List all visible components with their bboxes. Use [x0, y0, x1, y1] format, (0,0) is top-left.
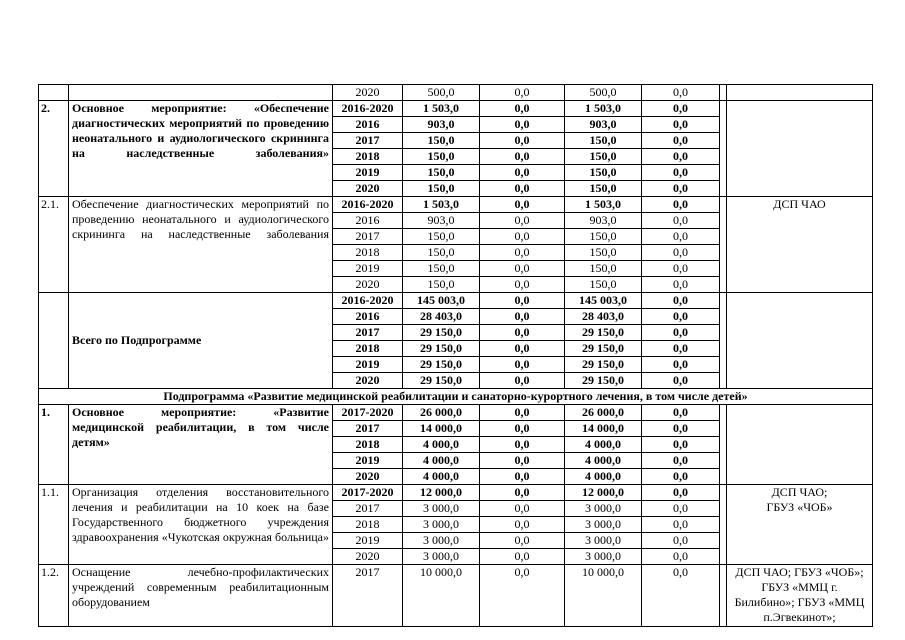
total-cell: 29 150,0 [403, 373, 480, 389]
section-row [39, 389, 873, 405]
row-number: 1. [39, 405, 69, 485]
other-cell: 0,0 [642, 229, 720, 245]
federal-cell: 0,0 [480, 277, 565, 293]
other-cell: 0,0 [642, 293, 720, 309]
table-row [39, 565, 873, 627]
regional-cell: 3 000,0 [565, 501, 642, 517]
regional-cell: 150,0 [565, 149, 642, 165]
federal-cell: 0,0 [480, 229, 565, 245]
total-cell: 29 150,0 [403, 341, 480, 357]
year-cell: 2017 [333, 325, 403, 341]
other-cell: 0,0 [642, 213, 720, 229]
total-cell: 3 000,0 [403, 549, 480, 565]
table-row [39, 197, 873, 213]
federal-cell: 0,0 [480, 133, 565, 149]
year-cell: 2019 [333, 261, 403, 277]
total-cell: 29 150,0 [403, 357, 480, 373]
federal-cell: 0,0 [480, 325, 565, 341]
section-title: Подпрограмма «Развитие медицинской реабилитации и санаторно-курортного лечения, в том числе детей» [39, 389, 873, 405]
row-number: 2. [39, 101, 69, 197]
regional-cell: 26 000,0 [565, 405, 642, 421]
year-cell: 2016-2020 [333, 101, 403, 117]
other-cell: 0,0 [642, 165, 720, 181]
regional-cell: 1 503,0 [565, 101, 642, 117]
regional-cell: 29 150,0 [565, 373, 642, 389]
federal-cell: 0,0 [480, 373, 565, 389]
year-cell: 2019 [333, 357, 403, 373]
total-cell: 1 503,0 [403, 197, 480, 213]
federal-cell: 0,0 [480, 165, 565, 181]
other-cell: 0,0 [642, 261, 720, 277]
activity-name: Основное мероприятие: «Развитие медицинской реабилитации, в том числе детям» [69, 405, 333, 485]
federal-cell: 0,0 [480, 261, 565, 277]
federal-cell: 0,0 [480, 181, 565, 197]
year-cell: 2017 [333, 421, 403, 437]
regional-cell: 4 000,0 [565, 469, 642, 485]
total-cell: 29 150,0 [403, 325, 480, 341]
federal-cell: 0,0 [480, 501, 565, 517]
other-cell: 0,0 [642, 469, 720, 485]
federal-cell: 0,0 [480, 245, 565, 261]
budget-table [38, 84, 873, 627]
other-cell: 0,0 [642, 133, 720, 149]
total-cell: 26 000,0 [403, 405, 480, 421]
federal-cell: 0,0 [480, 485, 565, 501]
total-cell: 150,0 [403, 133, 480, 149]
other-cell: 0,0 [642, 421, 720, 437]
regional-cell: 3 000,0 [565, 549, 642, 565]
total-cell: 150,0 [403, 149, 480, 165]
responsible-cell [727, 101, 873, 197]
responsible-cell [727, 405, 873, 485]
year-cell: 2017 [333, 501, 403, 517]
regional-cell: 28 403,0 [565, 309, 642, 325]
other-cell: 0,0 [642, 197, 720, 213]
year-cell: 2016-2020 [333, 197, 403, 213]
table-row [39, 405, 873, 421]
total-cell: 150,0 [403, 181, 480, 197]
federal-cell: 0,0 [480, 469, 565, 485]
federal-cell: 0,0 [480, 405, 565, 421]
other-cell: 0,0 [642, 85, 720, 101]
year-cell: 2018 [333, 245, 403, 261]
responsible-line: ГБУЗ «ЧОБ» [766, 500, 833, 514]
regional-cell: 29 150,0 [565, 357, 642, 373]
other-cell: 0,0 [642, 373, 720, 389]
regional-cell: 150,0 [565, 133, 642, 149]
num-cell [39, 85, 69, 101]
year-cell: 2020 [333, 373, 403, 389]
table-row [39, 485, 873, 501]
total-cell: 3 000,0 [403, 501, 480, 517]
federal-cell: 0,0 [480, 117, 565, 133]
federal-cell: 0,0 [480, 437, 565, 453]
regional-cell: 3 000,0 [565, 533, 642, 549]
year-cell: 2020 [333, 181, 403, 197]
activity-name: Оснащение лечебно-профилактических учреждений современным реабилитационным оборудованием [69, 565, 333, 627]
year-cell: 2020 [333, 85, 403, 101]
other-cell: 0,0 [642, 277, 720, 293]
total-cell: 4 000,0 [403, 453, 480, 469]
regional-cell: 12 000,0 [565, 485, 642, 501]
regional-cell: 150,0 [565, 181, 642, 197]
total-cell: 4 000,0 [403, 437, 480, 453]
name-cell [69, 85, 333, 101]
federal-cell: 0,0 [480, 101, 565, 117]
federal-cell: 0,0 [480, 293, 565, 309]
other-cell: 0,0 [642, 117, 720, 133]
total-cell: 3 000,0 [403, 517, 480, 533]
other-cell: 0,0 [642, 357, 720, 373]
federal-cell: 0,0 [480, 565, 565, 627]
federal-cell: 0,0 [480, 421, 565, 437]
year-cell: 2018 [333, 437, 403, 453]
year-cell: 2019 [333, 165, 403, 181]
other-cell: 0,0 [642, 485, 720, 501]
federal-cell: 0,0 [480, 453, 565, 469]
activity-name: Основное мероприятие: «Обеспечение диагностических мероприятий по проведению неонатального и аудиологического скрининга на наследственные заболевания» [69, 101, 333, 197]
total-cell: 12 000,0 [403, 485, 480, 501]
year-cell: 2017-2020 [333, 405, 403, 421]
year-cell: 2016 [333, 213, 403, 229]
regional-cell: 14 000,0 [565, 421, 642, 437]
total-cell: 4 000,0 [403, 469, 480, 485]
regional-cell: 29 150,0 [565, 341, 642, 357]
regional-cell: 150,0 [565, 261, 642, 277]
regional-cell: 150,0 [565, 245, 642, 261]
federal-cell: 0,0 [480, 197, 565, 213]
year-cell: 2017 [333, 133, 403, 149]
federal-cell: 0,0 [480, 517, 565, 533]
responsible-cell: ДСП ЧАО; ГБУЗ «ЧОБ»; ГБУЗ «ММЦ г. Билибино»; ГБУЗ «ММЦ п.Эгвекинот»; [727, 565, 873, 627]
total-cell: 150,0 [403, 165, 480, 181]
regional-cell: 10 000,0 [565, 565, 642, 627]
total-cell: 500,0 [403, 85, 480, 101]
federal-cell: 0,0 [480, 341, 565, 357]
other-cell: 0,0 [642, 533, 720, 549]
regional-cell: 145 003,0 [565, 293, 642, 309]
other-cell: 0,0 [642, 181, 720, 197]
other-cell: 0,0 [642, 245, 720, 261]
total-cell: 28 403,0 [403, 309, 480, 325]
total-cell: 3 000,0 [403, 533, 480, 549]
year-cell: 2016-2020 [333, 293, 403, 309]
total-cell: 14 000,0 [403, 421, 480, 437]
regional-cell: 150,0 [565, 277, 642, 293]
table-row [39, 101, 873, 117]
activity-name: Обеспечение диагностических мероприятий по проведению неонатального и аудиологического скрининга на наследственные заболевания [69, 197, 333, 293]
responsible-line: ДСП ЧАО; [771, 485, 828, 499]
total-cell: 150,0 [403, 277, 480, 293]
total-label: Всего по Подпрограмме [69, 293, 333, 389]
total-cell: 150,0 [403, 261, 480, 277]
total-cell: 1 503,0 [403, 101, 480, 117]
row-number: 1.2. [39, 565, 69, 627]
federal-cell: 0,0 [480, 549, 565, 565]
year-cell: 2018 [333, 517, 403, 533]
regional-cell: 903,0 [565, 117, 642, 133]
year-cell: 2017 [333, 229, 403, 245]
regional-cell: 29 150,0 [565, 325, 642, 341]
year-cell: 2018 [333, 341, 403, 357]
year-cell: 2020 [333, 277, 403, 293]
responsible-cell [727, 85, 873, 101]
federal-cell: 0,0 [480, 533, 565, 549]
total-cell: 903,0 [403, 117, 480, 133]
regional-cell: 903,0 [565, 213, 642, 229]
regional-cell: 1 503,0 [565, 197, 642, 213]
other-cell: 0,0 [642, 565, 720, 627]
row-number: 1.1. [39, 485, 69, 565]
total-cell: 150,0 [403, 229, 480, 245]
regional-cell: 3 000,0 [565, 517, 642, 533]
other-cell: 0,0 [642, 405, 720, 421]
table-row [39, 293, 873, 309]
other-cell: 0,0 [642, 309, 720, 325]
regional-cell: 500,0 [565, 85, 642, 101]
total-cell: 145 003,0 [403, 293, 480, 309]
total-cell: 903,0 [403, 213, 480, 229]
year-cell: 2020 [333, 549, 403, 565]
year-cell: 2020 [333, 469, 403, 485]
regional-cell: 4 000,0 [565, 453, 642, 469]
total-cell: 150,0 [403, 245, 480, 261]
year-cell: 2017-2020 [333, 485, 403, 501]
regional-cell: 4 000,0 [565, 437, 642, 453]
responsible-cell: ДСП ЧАО [727, 197, 873, 293]
year-cell: 2019 [333, 453, 403, 469]
other-cell: 0,0 [642, 437, 720, 453]
regional-cell: 150,0 [565, 229, 642, 245]
federal-cell: 0,0 [480, 85, 565, 101]
federal-cell: 0,0 [480, 149, 565, 165]
other-cell: 0,0 [642, 101, 720, 117]
year-cell: 2017 [333, 565, 403, 627]
year-cell: 2019 [333, 533, 403, 549]
other-cell: 0,0 [642, 549, 720, 565]
other-cell: 0,0 [642, 341, 720, 357]
table-row [39, 85, 873, 101]
row-number [39, 293, 69, 389]
year-cell: 2016 [333, 309, 403, 325]
total-cell: 10 000,0 [403, 565, 480, 627]
federal-cell: 0,0 [480, 309, 565, 325]
other-cell: 0,0 [642, 501, 720, 517]
regional-cell: 150,0 [565, 165, 642, 181]
other-cell: 0,0 [642, 149, 720, 165]
other-cell: 0,0 [642, 453, 720, 469]
federal-cell: 0,0 [480, 213, 565, 229]
activity-name: Организация отделения восстановительного лечения и реабилитации на 10 коек на базе Государственного бюджетного учреждения здравоохранения «Чукотская окружная больница» [69, 485, 333, 565]
year-cell: 2016 [333, 117, 403, 133]
responsible-cell [727, 293, 873, 389]
federal-cell: 0,0 [480, 357, 565, 373]
year-cell: 2018 [333, 149, 403, 165]
other-cell: 0,0 [642, 325, 720, 341]
responsible-cell [727, 485, 873, 565]
row-number: 2.1. [39, 197, 69, 293]
other-cell: 0,0 [642, 517, 720, 533]
